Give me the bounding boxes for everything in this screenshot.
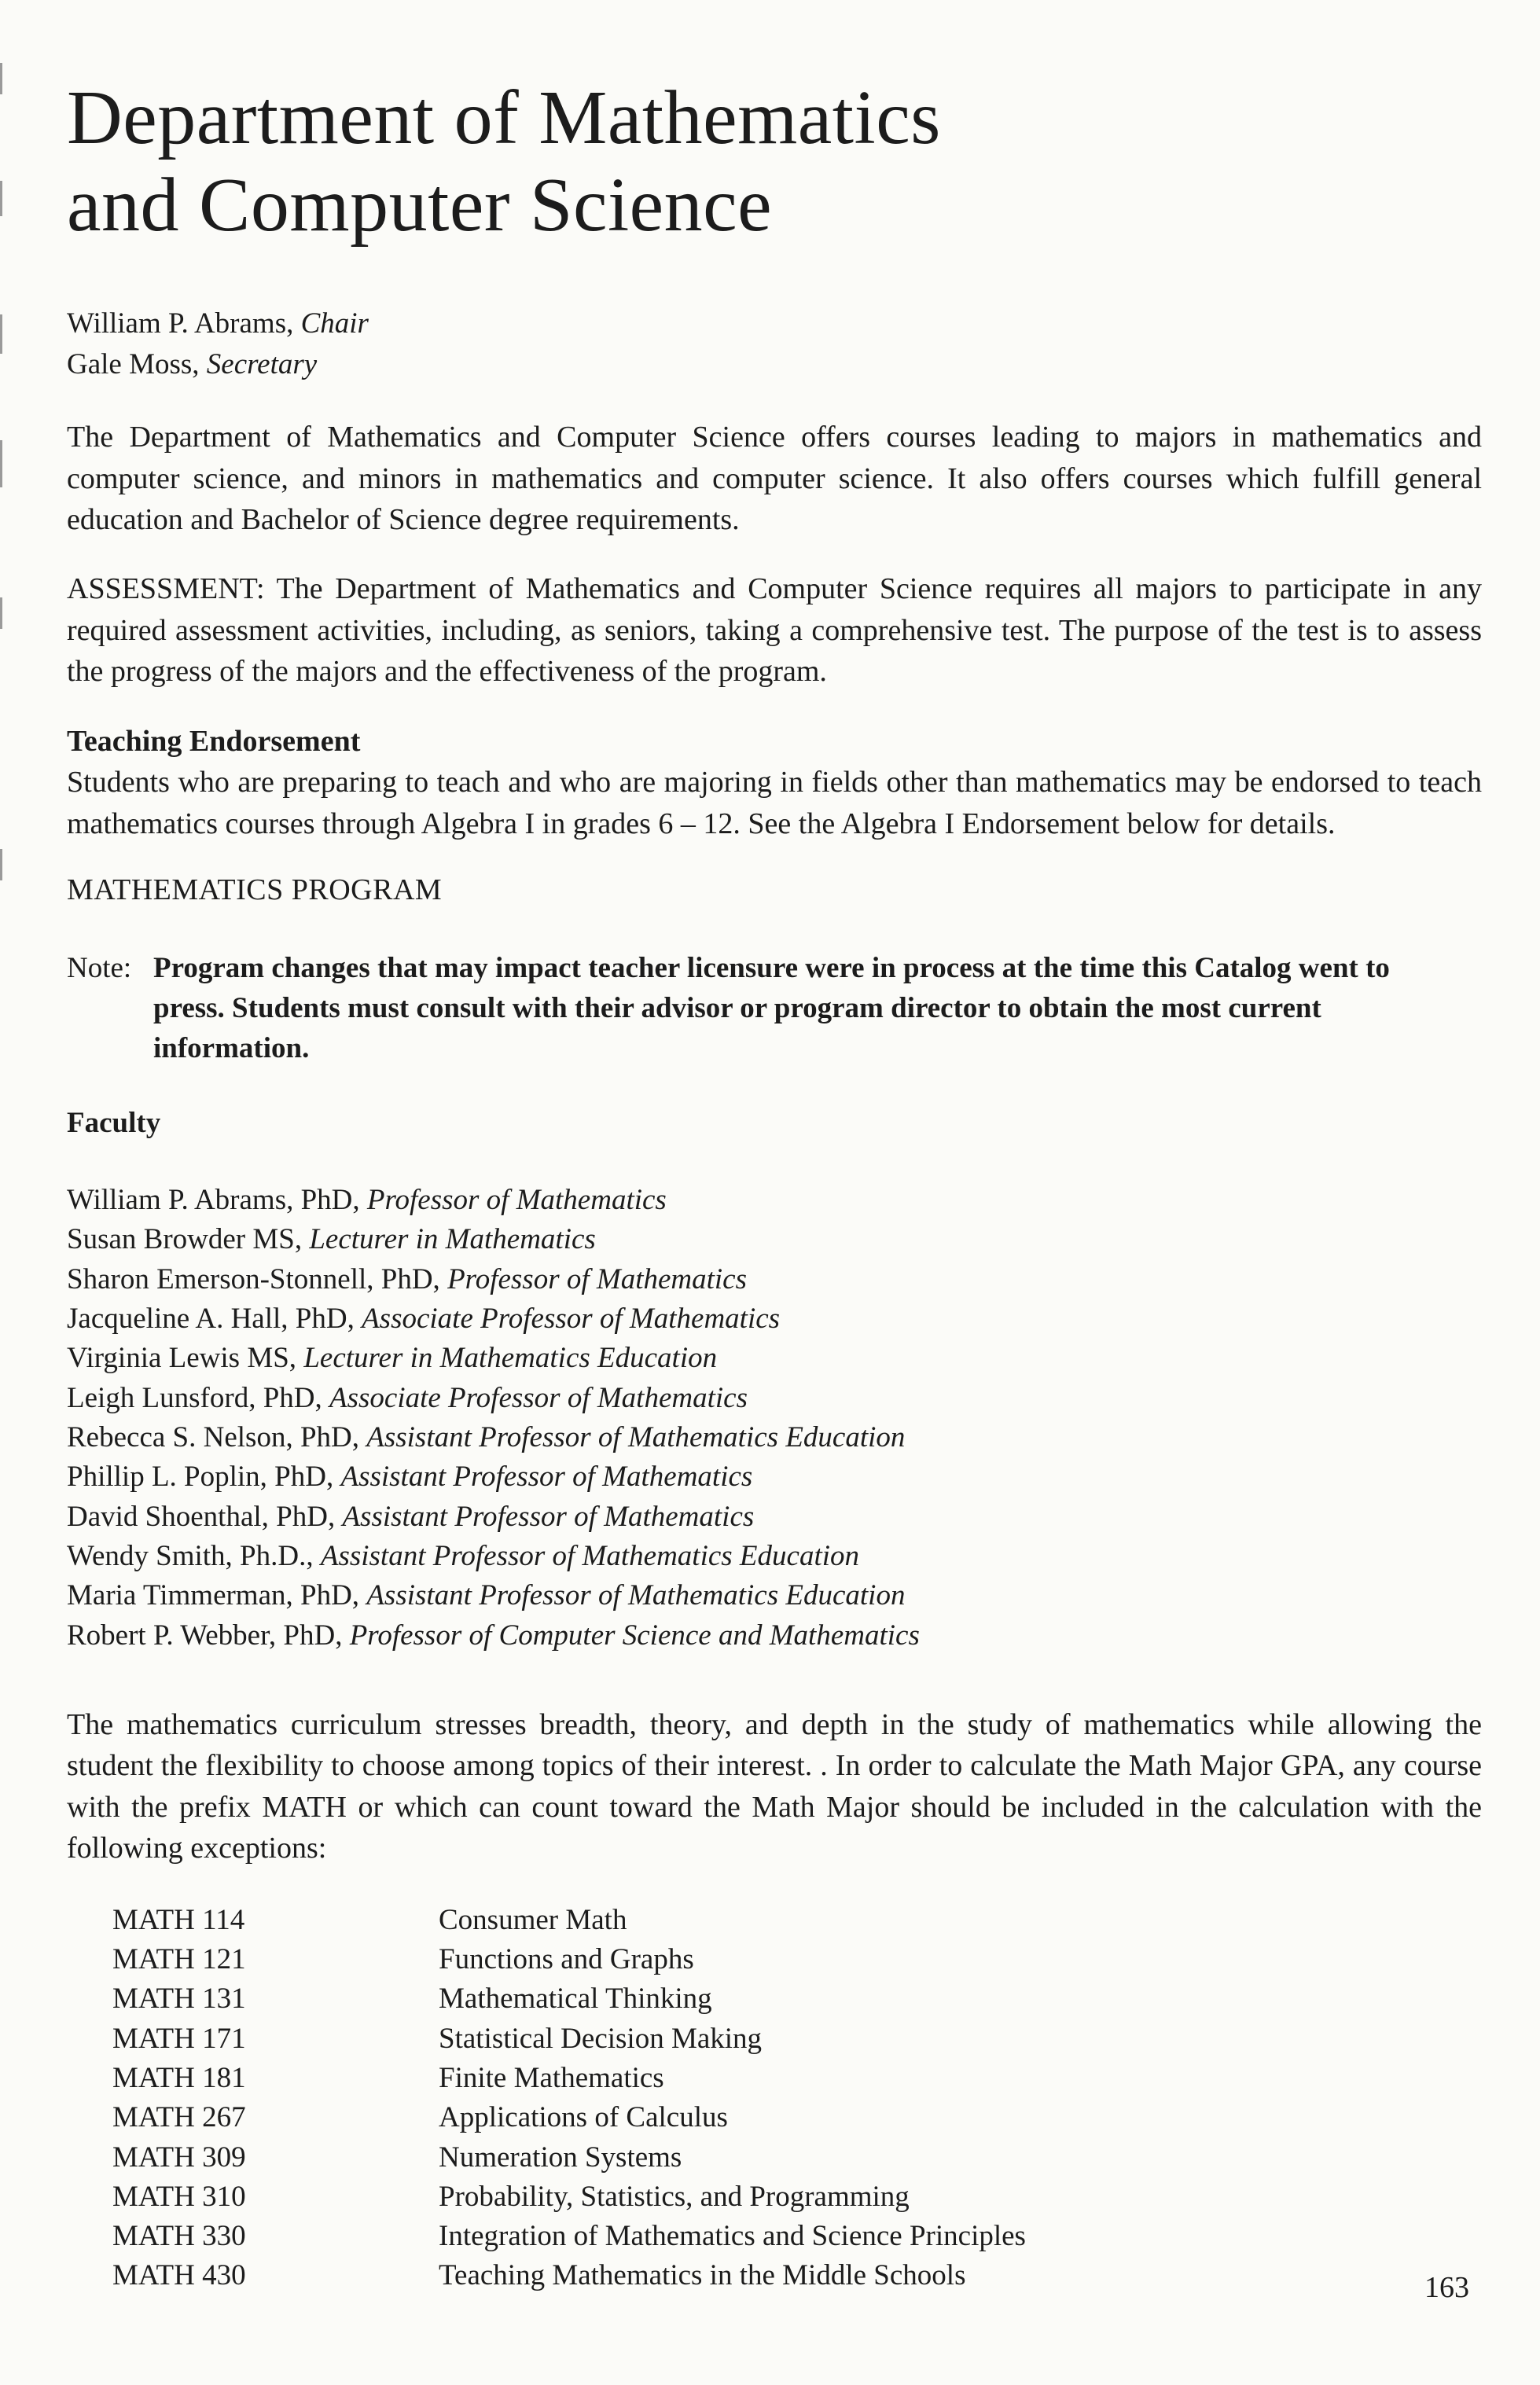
faculty-name: Susan Browder MS,: [67, 1223, 303, 1256]
course-code: MATH 171: [112, 2022, 246, 2055]
faculty-member: [67, 1379, 1482, 1418]
faculty-member: [67, 1498, 1482, 1537]
faculty-name: David Shoenthal, PhD,: [67, 1500, 336, 1533]
course-code: MATH 121: [112, 1942, 246, 1975]
course-code: MATH 114: [112, 1903, 245, 1936]
faculty-member: [67, 1220, 1482, 1259]
course-code: MATH 430: [112, 2259, 246, 2292]
faculty-heading: Faculty: [67, 1107, 161, 1140]
course-name: Probability, Statistics, and Programming: [439, 2180, 910, 2213]
intro-paragraph: The Department of Mathematics and Computer Science offers courses leading to majors in mathematics and computer science, and minors in mathematics and computer science. It also offers courses which fulfill general education and Bachelor of Science degree requirements.: [67, 421, 1482, 536]
mathematics-program-heading: MATHEMATICS PROGRAM: [67, 873, 443, 906]
course-row: [112, 2217, 1482, 2256]
course-name: Applications of Calculus: [439, 2101, 728, 2134]
course-name: Consumer Math: [439, 1903, 627, 1936]
course-code: MATH 310: [112, 2180, 246, 2213]
course-row: [112, 1940, 1482, 1979]
course-code: MATH 309: [112, 2141, 246, 2174]
course-name: Finite Mathematics: [439, 2061, 664, 2094]
department-staff: [67, 303, 1482, 385]
teaching-endorsement-heading: Teaching Endorsement: [67, 724, 361, 758]
staff-secretary: [67, 344, 1482, 385]
course-code: MATH 330: [112, 2220, 246, 2253]
faculty-member: [67, 1457, 1482, 1497]
course-name: Numeration Systems: [439, 2141, 682, 2174]
faculty-title: Lecturer in Mathematics: [309, 1223, 596, 1256]
catalog-page: [67, 75, 1482, 2296]
faculty-name: Leigh Lunsford, PhD,: [67, 1381, 322, 1414]
faculty-member: [67, 1299, 1482, 1339]
note-text: Program changes that may impact teacher licensure were in process at the time this Catalog went to press. Students must consult with their advisor or program director to obtain the most current information.: [153, 952, 1390, 1065]
faculty-title: Lecturer in Mathematics Education: [303, 1342, 718, 1375]
course-row: [112, 1979, 1482, 2019]
page-title: [67, 75, 1482, 248]
faculty-title: Assistant Professor of Mathematics Education: [366, 1579, 906, 1612]
faculty-member: [67, 1537, 1482, 1576]
gpa-exception-list: [112, 1901, 1482, 2296]
faculty-member: [67, 1418, 1482, 1457]
course-row: [112, 2098, 1482, 2137]
teaching-endorsement-section: [67, 721, 1482, 844]
staff-name: Gale Moss,: [67, 348, 200, 381]
faculty-title: Assistant Professor of Mathematics: [342, 1500, 755, 1533]
course-name: Teaching Mathematics in the Middle Schools: [439, 2259, 966, 2292]
faculty-title: Assistant Professor of Mathematics Education: [320, 1539, 860, 1572]
course-row: [112, 2059, 1482, 2098]
faculty-title: Professor of Mathematics: [366, 1184, 667, 1217]
faculty-member: [67, 1181, 1482, 1220]
faculty-title: Associate Professor of Mathematics: [329, 1381, 748, 1414]
faculty-name: William P. Abrams, PhD,: [67, 1184, 360, 1217]
title-line-2: and Computer Science: [67, 162, 773, 248]
staff-role: Chair: [300, 307, 369, 340]
faculty-member: [67, 1576, 1482, 1615]
course-name: Functions and Graphs: [439, 1942, 694, 1975]
course-row: [112, 2138, 1482, 2177]
faculty-title: Professor of Mathematics: [447, 1262, 747, 1295]
faculty-title: Professor of Computer Science and Mathematics: [349, 1619, 920, 1652]
course-code: MATH 181: [112, 2061, 246, 2094]
faculty-name: Rebecca S. Nelson, PhD,: [67, 1421, 359, 1454]
faculty-member: [67, 1260, 1482, 1299]
faculty-title: Assistant Professor of Mathematics: [340, 1461, 753, 1494]
faculty-name: Virginia Lewis MS,: [67, 1342, 297, 1375]
title-line-1: Department of Mathematics: [67, 75, 941, 160]
course-row: [112, 2019, 1482, 2059]
faculty-member: [67, 1339, 1482, 1378]
course-name: Integration of Mathematics and Science Principles: [439, 2220, 1026, 2253]
course-row: [112, 1901, 1482, 1940]
program-note: [67, 948, 1482, 1068]
staff-name: William P. Abrams,: [67, 307, 294, 340]
assessment-paragraph: ASSESSMENT: The Department of Mathematics and Computer Science requires all majors to participate in any required assessment activities, including, as seniors, taking a comprehensive test. The purpose of the test is to assess the progress of the majors and the effectiveness of the program.: [67, 572, 1482, 689]
course-name: Mathematical Thinking: [439, 1983, 712, 2016]
curriculum-paragraph: The mathematics curriculum stresses breadth, theory, and depth in the study of mathematics while allowing the student the flexibility to choose among topics of their interest. . In order to calculate the Math Major GPA, any course with the prefix MATH or which can count toward the Math Major should be included in the calculation with the following exceptions:: [67, 1707, 1482, 1865]
course-name: Statistical Decision Making: [439, 2022, 763, 2055]
page-number: 163: [1424, 2271, 1469, 2304]
course-code: MATH 267: [112, 2101, 246, 2134]
faculty-name: Maria Timmerman, PhD,: [67, 1579, 360, 1612]
note-label: Note:: [67, 952, 132, 984]
teaching-endorsement-text: Students who are preparing to teach and who are majoring in fields other than mathematics may be endorsed to teach mathematics courses through Algebra I in grades 6 – 12. See the Algebra I Endorsement below for details.: [67, 766, 1482, 840]
course-row: [112, 2256, 1482, 2295]
staff-role: Secretary: [206, 348, 318, 381]
faculty-title: Associate Professor of Mathematics: [362, 1303, 781, 1336]
course-row: [112, 2177, 1482, 2217]
faculty-name: Robert P. Webber, PhD,: [67, 1619, 343, 1652]
faculty-list: [67, 1181, 1482, 1656]
faculty-name: Phillip L. Poplin, PhD,: [67, 1461, 334, 1494]
faculty-name: Jacqueline A. Hall, PhD,: [67, 1303, 355, 1336]
staff-chair: [67, 303, 1482, 344]
faculty-title: Assistant Professor of Mathematics Education: [366, 1421, 906, 1454]
faculty-member: [67, 1616, 1482, 1656]
faculty-name: Sharon Emerson-Stonnell, PhD,: [67, 1262, 440, 1295]
faculty-name: Wendy Smith, Ph.D.,: [67, 1539, 314, 1572]
binding-edge: [0, 0, 5, 2385]
course-code: MATH 131: [112, 1983, 246, 2016]
